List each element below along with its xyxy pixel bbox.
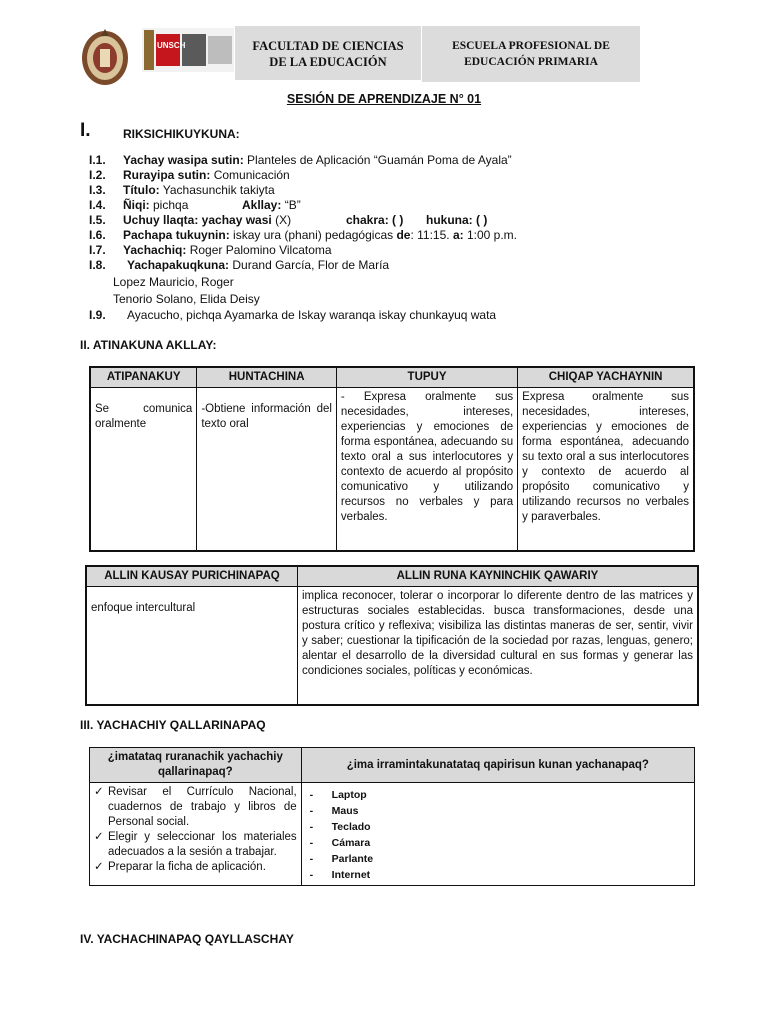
table-cell: implica reconocer, tolerar o incorporar lo diferente dentro de las matrices y estructuras sociales establecidas. busca transformaciones, desde una postura crítico y reflexiva; visibiliza las distintas maneras de ser, sentir, vivir y saber; cuestionar la tipificación de la sociedad por razas, lenguas, genero; alentar el desarrollo de la diversidad cultural en sus formas y generar las condiciones sociales, políticas y económicas. [297, 587, 698, 705]
table-cell: Se comunica oralmente [90, 388, 197, 551]
tools-list [306, 787, 690, 883]
info-label: Título: [123, 183, 160, 197]
info-value: Ayacucho, pichqa Ayamarka de Iskay waranqa iskay chunkayuq wata [127, 308, 497, 322]
info-row-8-extra-1: Lopez Mauricio, Roger [113, 275, 234, 289]
preparation-list-cell [90, 783, 302, 886]
list-item-text: Revisar el Currículo Nacional, cuadernos de trabajo y libros de Personal social. [108, 786, 297, 828]
table-header: ¿imatataq ruranachik yachachiy qallarinapaq? [90, 748, 302, 783]
list-item [306, 803, 690, 819]
info-value: Roger Palomino Vilcatoma [186, 243, 332, 257]
info-label-2: Akllay: [242, 198, 282, 212]
list-item-text: Parlante [331, 853, 374, 865]
table-header: TUPUY [336, 367, 517, 388]
section-1-number: I. [80, 120, 91, 141]
school-header-box [422, 26, 640, 82]
info-num: I.2. [89, 168, 106, 182]
dash-marker: - [309, 805, 314, 817]
info-num: I.9. [89, 308, 106, 322]
list-item [94, 860, 297, 875]
table-header: CHIQAP YACHAYNIN [518, 367, 694, 388]
info-row-8-extra-2: Tenorio Solano, Elida Deisy [113, 292, 260, 306]
info-num: I.7. [89, 243, 106, 257]
info-value: Comunicación [210, 168, 290, 182]
unsch-faculty-logo [142, 28, 234, 72]
info-value-2: : 11:15. [410, 228, 453, 242]
info-label: Pachapa tukuynin: [123, 228, 230, 242]
faculty-line-1: FACULTAD DE CIENCIAS [252, 39, 404, 53]
table-header: ALLIN RUNA KAYNINCHIK QAWARIY [297, 566, 698, 587]
table-cell: Expresa oralmente sus necesidades, intereses, experiencias y emociones de forma espontánea, adecuando su texto oral a sus interlocutores y contexto de acuerdo al propósito comunicativo y utilizando recursos no verbales y paraverbales. [518, 388, 694, 551]
section-1-heading: RIKSICHIKUYKUNA: [123, 127, 240, 141]
table-header: ALLIN KAUSAY PURICHINAPAQ [86, 566, 297, 587]
check-icon: ✓ [94, 786, 104, 798]
list-item [94, 785, 297, 830]
info-label: Rurayipa sutin: [123, 168, 211, 182]
dash-marker: - [309, 853, 314, 865]
info-num: I.8. [89, 258, 106, 272]
section-4-heading: IV. YACHACHINAPAQ QAYLLASCHAY [80, 932, 294, 946]
info-label-3: a: [452, 228, 464, 242]
list-item-text: Teclado [331, 821, 371, 833]
page-title: SESIÓN DE APRENDIZAJE N° 01 [286, 92, 482, 106]
info-label: Uchuy llaqta: yachay wasi [123, 213, 272, 227]
table-header: ATIPANAKUY [90, 367, 197, 388]
tools-list-cell [301, 783, 694, 886]
info-value: Durand García, Flor de María [229, 258, 390, 272]
approach-table [85, 565, 699, 706]
faculty-line-2: DE LA EDUCACIÓN [269, 55, 387, 69]
info-label: Yachay wasipa sutin: [123, 153, 244, 167]
info-num: I.1. [89, 153, 106, 167]
info-label-3: hukuna: ( ) [426, 213, 488, 227]
preparation-list [94, 785, 297, 875]
table-header: HUNTACHINA [197, 367, 337, 388]
list-item [306, 819, 690, 835]
list-item [306, 787, 690, 803]
list-item-text: Laptop [331, 789, 367, 801]
check-icon: ✓ [94, 861, 104, 873]
university-seal-logo [80, 27, 130, 87]
info-value-2: “B” [281, 198, 301, 212]
info-num: I.6. [89, 228, 106, 242]
info-label-2: de [396, 228, 411, 242]
faculty-header-box [235, 26, 421, 80]
list-item-text: Cámara [331, 837, 371, 849]
unsch-logo-text: UNSCH [157, 41, 186, 50]
table-cell: - Expresa oralmente sus necesidades, intereses, experiencias y emociones de forma espontánea, adecuando su texto oral a sus interlocutores y contexto de acuerdo al propósito comunicativo y utilizando recursos no verbales y para verbales. [336, 388, 517, 551]
info-value: iskay ura (phani) pedagógicas [229, 228, 397, 242]
list-item-text: Preparar la ficha de aplicación. [108, 861, 266, 873]
list-item [306, 867, 690, 883]
info-value: (X) [271, 213, 292, 227]
info-label-2: chakra: ( ) [346, 213, 404, 227]
info-label: Yachachiq: [123, 243, 187, 257]
school-line-1: ESCUELA PROFESIONAL DE [452, 40, 610, 52]
table-cell: enfoque intercultural [86, 587, 297, 705]
unsch-logo-icon [142, 28, 234, 72]
check-icon: ✓ [94, 831, 104, 843]
info-num: I.5. [89, 213, 106, 227]
preparation-table [89, 747, 695, 886]
info-value-3: 1:00 p.m. [463, 228, 517, 242]
dash-marker: - [309, 837, 314, 849]
school-line-2: EDUCACIÓN PRIMARIA [464, 56, 598, 68]
dash-marker: - [309, 789, 314, 801]
info-num: I.3. [89, 183, 106, 197]
info-value: Planteles de Aplicación “Guamán Poma de Ayala” [243, 153, 512, 167]
list-item [94, 830, 297, 860]
competencies-table [89, 366, 695, 552]
info-value: pichqa [149, 198, 189, 212]
dash-marker: - [309, 821, 314, 833]
table-cell: -Obtiene información del texto oral [197, 388, 337, 551]
section-2-heading: II. ATINAKUNA AKLLAY: [80, 338, 217, 352]
section-3-heading: III. YACHACHIY QALLARINAPAQ [80, 718, 266, 732]
info-value: Yachasunchik takiyta [159, 183, 275, 197]
list-item-text: Internet [331, 869, 371, 881]
table-header: ¿ima irramintakunatataq qapirisun kunan yachanapaq? [301, 748, 694, 783]
list-item [306, 835, 690, 851]
info-label: Ñiqi: [123, 198, 150, 212]
list-item-text: Maus [331, 805, 359, 817]
dash-marker: - [309, 869, 314, 881]
info-num: I.4. [89, 198, 106, 212]
info-label: Yachapakuqkuna: [127, 258, 230, 272]
list-item-text: Elegir y seleccionar los materiales adecuados a la sesión a trabajar. [108, 831, 297, 858]
list-item [306, 851, 690, 867]
